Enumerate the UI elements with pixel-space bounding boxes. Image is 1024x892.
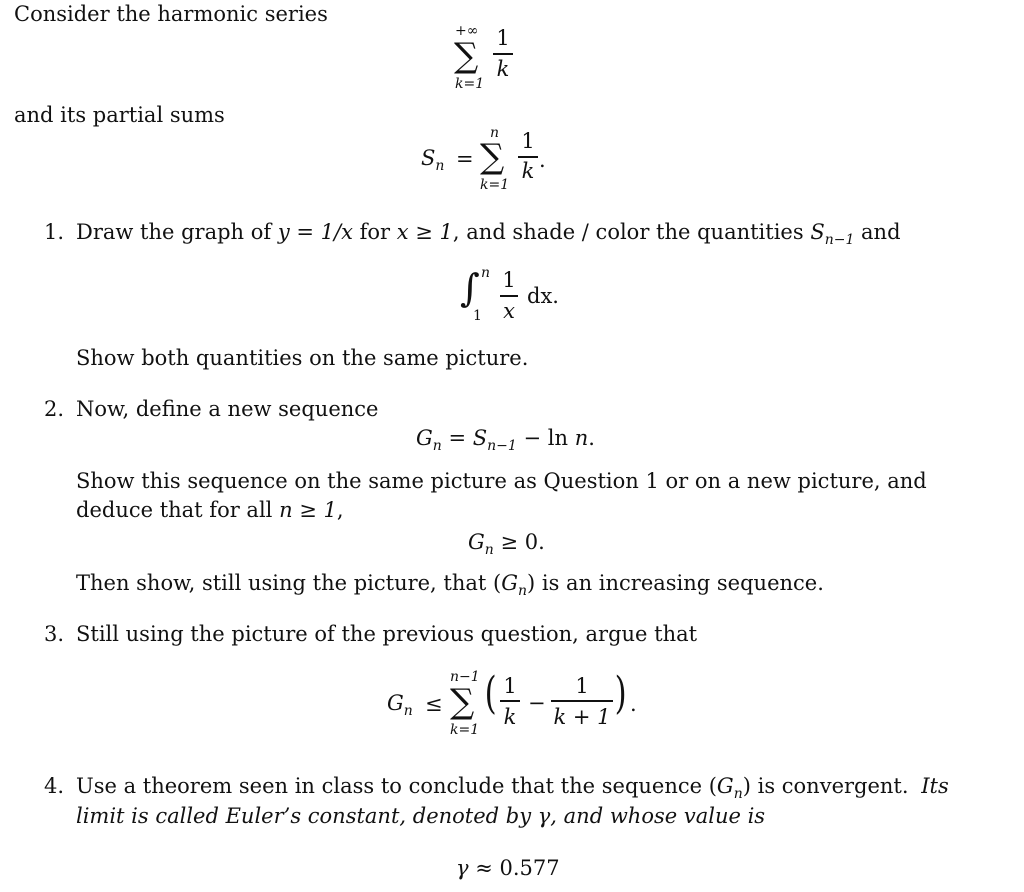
left-paren: ( [484,668,497,719]
fraction-bar [551,700,613,702]
series-numerator: 1 [496,26,510,50]
integral-upper-limit: n [481,265,491,281]
leq-sign: ≤ [425,692,443,716]
equals-sign: = [456,147,474,171]
fraction1-numerator: 1 [503,674,517,698]
period: . [539,148,546,172]
q3-number: 3. [44,622,65,646]
fraction1-denominator: k [503,705,517,729]
sigma-symbol: ∑ [454,36,479,76]
partial-sums-intro: and its partial sums [14,103,225,127]
fraction2-denominator: k + 1 [553,705,611,729]
sigma-symbol: ∑ [480,137,505,177]
minus-sign: − [528,691,546,715]
q1-number: 1. [44,220,65,244]
partial-sum-upper-limit: n [490,125,500,141]
fraction-bar [518,156,538,158]
fraction-bar [500,295,518,297]
partial-sum-lower-limit: k=1 [480,177,510,193]
integral-denominator: x [503,299,515,323]
series-lower-limit: k=1 [455,76,485,92]
q2-line4: Then show, still using the picture, that $(G_n)$ is an increasing sequence. [76,571,824,600]
q4-number: 4. [44,774,65,798]
intro-text: Consider the harmonic series [14,2,328,26]
q2-number: 2. [44,397,65,421]
g-lhs: $G_n$ [387,691,413,720]
g-nonnegative-formula: $G_n \ge 0$. [468,530,545,559]
q4-line2: limit is called Euler’s constant, denoted by γ, and whose value is [76,804,766,828]
integral-lower-limit: 1 [473,308,482,324]
q1-follow-text: Show both quantities on the same picture. [76,346,529,370]
integral-sign: ∫ [460,266,480,310]
fraction2-numerator: 1 [575,674,589,698]
period: . [630,692,637,716]
sum-lower-limit: k=1 [450,722,480,738]
integral-numerator: 1 [502,268,516,292]
partial-sum-denominator: k [521,159,535,183]
q3-line1: Still using the picture of the previous question, argue that [76,622,698,646]
g-definition-formula: $G_n = S_{n-1} - \ln n$. [416,426,595,455]
q2-line2: Show this sequence on the same picture as Question 1 or on a new picture, and [76,469,927,493]
sigma-symbol: ∑ [450,682,475,722]
fraction-bar [500,700,520,702]
right-paren: ) [614,668,627,719]
q1-text: Draw the graph of y = 1/x for x ≥ 1, and shade / color the quantities $S_{n-1}$ and [76,220,901,249]
partial-sum-numerator: 1 [521,129,535,153]
series-denominator: k [496,57,510,81]
q2-line1: Now, define a new sequence [76,397,379,421]
euler-constant-value: γ ≈ 0.577 [456,856,560,880]
sum-upper-limit: n−1 [450,669,480,685]
series-upper-limit: +∞ [455,23,479,39]
q2-line3: deduce that for all n ≥ 1, [76,498,344,522]
q4-line1: Use a theorem seen in class to conclude that the sequence $(G_n)$ is convergent. Its [76,774,949,803]
partial-sum-lhs: $S_n$ [421,146,445,175]
fraction-bar [493,53,513,55]
integral-dx: dx. [527,284,559,308]
